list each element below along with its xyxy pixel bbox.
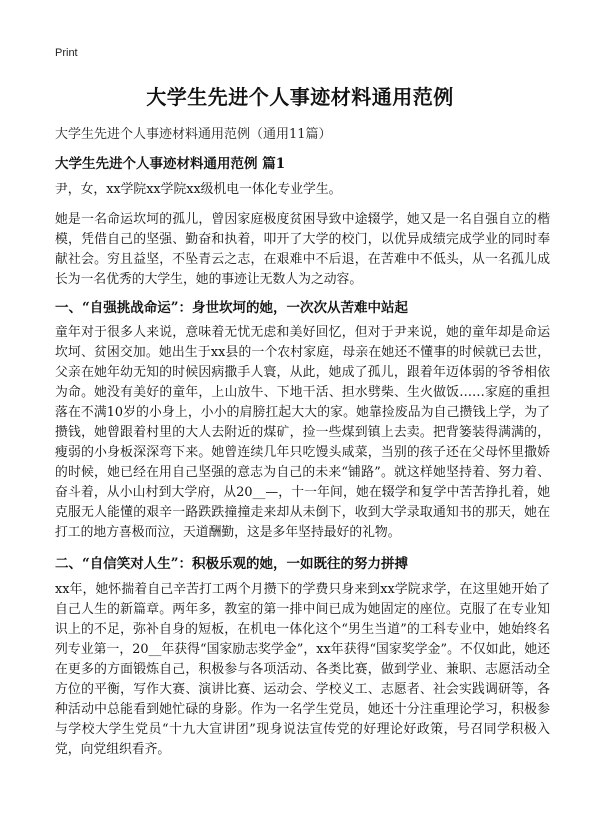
paragraph-2: 童年对于很多人来说，意味着无忧无虑和美好回忆，但对于尹来说，她的童年却是命运坎坷、贫困交加。她出生于xx县的一个农村家庭，母亲在她还不懂事的时候就已去世，父亲在她年幼无知的时候因病撒手人寰，从此，她成了孤儿，跟着年迈体弱的爷爷相依为命。她没有美好的童年，上山放牛、下地干活、担水劈柴、生火做饭……家庭的重担落在不满10岁的小身上，小小的肩膀扛起大大的家。她靠捡废品为自己攒钱上学，为了攒钱，她曾跟着村里的大人去附近的煤矿，捡一些煤到镇上去卖。把背篓装得满满的，瘦弱的小身板深深弯下来。她曾连续几年只吃馒头咸菜，当别的孩子还在父母怀里撒娇的时候，她已经在用自己坚强的意志为自己的未来“铺路”。就这样她坚持着、努力着、奋斗着，从小山村到大学府，从20__—，十一年间，她在辍学和复学中苦苦挣扎着，她克服无人能懂的艰辛一路跌跌撞撞走来却从未倒下，收到大学录取通知书的那天，她在打工的地方喜极而泣，天道酬勤，这是多年坚持最好的礼物。 [55,325,550,540]
document-subtitle: 大学生先进个人事迹材料通用范例（通用11篇） [55,127,332,142]
section-heading-2: 二、“自信笑对人生”：积极乐观的她，一如既往的努力拼搏 [55,556,409,572]
paragraph-1: 她是一名命运坎坷的孤儿，曾因家庭极度贫困导致中途辍学，她又是一名自强自立的楷模，凭借自己的坚强、勤奋和执着，叩开了大学的校门，以优异成绩完成学业的同时奉献社会。穷且益坚，不坠青云之志，在艰难中不后退，在苦难中不低头，从一名孤儿成长为一名优秀的大学生，她的事迹让无数人为之动容。 [55,212,550,287]
section-heading-1: 一、“自强挑战命运”：身世坎坷的她，一次次从苦难中站起 [55,300,409,316]
document-title: 大学生先进个人事迹材料通用范例 [146,85,454,109]
print-label: Print [55,47,78,59]
paragraph-3: xx年，她怀揣着自己辛苦打工两个月攒下的学费只身来到xx学院求学，在这里她开始了自己人生的新篇章。两年多，教室的第一排中间已成为她固定的座位。克服了在专业知识上的不足，弥补自身的短板，在机电一体化这个“男生当道”的工科专业中，她始终名列专业第一，20__年获得“国家励志奖学金”，xx年获得“国家奖学金”。不仅如此，她还在更多的方面锻炼自己，积极参与各项活动、各类比赛，做到学业、兼职、志愿活动全方位的平衡，写作大赛、演讲比赛、运动会、学校义工、志愿者、社会实践调研等，各种活动中总能看到她忙碌的身影。作为一名学生党员，她还十分注重理论学习，积极参与学校大学生党员“十九大宣讲团”现身说法宣传党的好理论好政策，号召同学积极入党，向党组织看齐。 [55,582,550,757]
article-heading: 大学生先进个人事迹材料通用范例 篇1 [55,156,286,172]
intro-paragraph: 尹，女，xx学院xx学院xx级机电一体化专业学生。 [55,182,342,197]
